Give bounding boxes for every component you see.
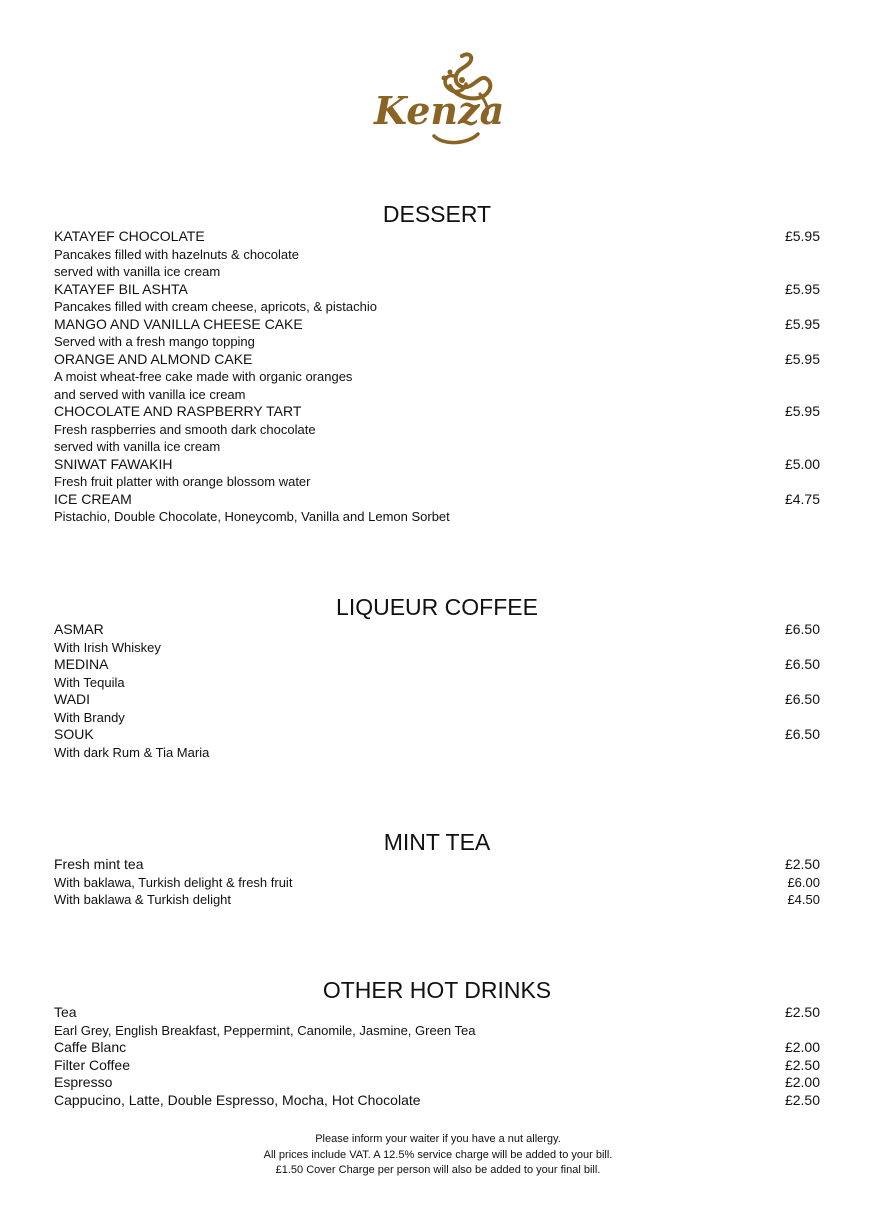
menu-item-row <box>54 891 820 909</box>
menu-item-description: A moist wheat-free cake made with organic oranges <box>54 369 353 384</box>
item-list <box>54 228 820 526</box>
menu-item-name: Caffe Blanc <box>54 1039 127 1055</box>
menu-item-row <box>54 281 820 299</box>
menu-item-row <box>54 456 820 474</box>
menu-item-row <box>54 403 820 421</box>
menu-item-description: Served with a fresh mango topping <box>54 334 255 349</box>
menu-item-name: KATAYEF BIL ASHTA <box>54 280 188 297</box>
menu-item-row <box>54 726 820 744</box>
menu-item-price: £5.95 <box>784 228 820 244</box>
menu-item-row <box>54 1092 820 1110</box>
menu-item-description: served with vanilla ice cream <box>54 439 221 454</box>
menu-item-name: SOUK <box>54 726 94 742</box>
menu-item-name: CHOCOLATE AND RASPBERRY TART <box>54 403 302 419</box>
menu-item-price: £4.75 <box>784 490 820 507</box>
menu-item-description: and served with vanilla ice cream <box>54 386 246 402</box>
kenza-logo <box>370 50 505 150</box>
other-hot-drinks-section <box>54 976 820 1109</box>
menu-item-row <box>54 1039 820 1057</box>
menu-item-price: £2.50 <box>784 856 820 872</box>
menu-item-name: MANGO AND VANILLA CHEESE CAKE <box>54 315 303 332</box>
footer-notes <box>0 1132 870 1179</box>
menu-item-price: £6.50 <box>784 621 820 637</box>
dessert-section <box>54 200 820 526</box>
menu-item-price: £6.50 <box>784 691 820 707</box>
menu-item-description: Fresh fruit platter with orange blossom water <box>54 474 311 489</box>
menu-item-row <box>54 856 820 874</box>
menu-item-price: £6.50 <box>784 656 820 672</box>
menu-item-price: £4.50 <box>787 892 820 907</box>
menu-item-description: Fresh raspberries and smooth dark chocolate <box>54 421 316 437</box>
menu-item-description: Pistachio, Double Chocolate, Honeycomb, Vanilla and Lemon Sorbet <box>54 509 450 524</box>
menu-item-row <box>54 621 820 639</box>
menu-item-row <box>54 1074 820 1092</box>
menu-item-price: £6.00 <box>787 874 820 890</box>
menu-item-price: £5.95 <box>784 403 820 419</box>
menu-item-description: With Tequila <box>54 674 125 690</box>
liqueur-coffee-section <box>54 593 820 761</box>
menu-item-name: With baklawa & Turkish delight <box>54 892 232 907</box>
menu-item-price: £5.00 <box>784 455 820 472</box>
menu-item-row <box>54 874 820 892</box>
menu-item-price: £6.50 <box>784 726 820 742</box>
section-title: OTHER HOT DRINKS <box>322 977 552 1003</box>
section-title: DESSERT <box>382 201 492 227</box>
item-list <box>54 1004 820 1109</box>
menu-item-name: ASMAR <box>54 621 104 637</box>
menu-item-price: £2.50 <box>784 1091 820 1108</box>
menu-item-description: Pancakes filled with hazelnuts & chocolate <box>54 246 299 262</box>
menu-item-row <box>54 656 820 674</box>
menu-item-name: Cappucino, Latte, Double Espresso, Mocha, Hot Chocolate <box>54 1091 421 1108</box>
menu-item-name: Filter Coffee <box>54 1056 130 1073</box>
menu-item-description: With Irish Whiskey <box>54 639 161 655</box>
menu-item-name: ORANGE AND ALMOND CAKE <box>54 350 253 367</box>
menu-item-description: served with vanilla ice cream <box>54 264 221 279</box>
menu-item-price: £5.95 <box>784 315 820 332</box>
menu-item-description: With Brandy <box>54 709 125 725</box>
menu-item-row <box>54 1057 820 1075</box>
menu-item-row <box>54 1004 820 1022</box>
menu-item-name: WADI <box>54 691 91 707</box>
menu-item-row <box>54 316 820 334</box>
nut-allergy-note: Please inform your waiter if you have a nut allergy. <box>315 1133 561 1145</box>
menu-item-price: £2.50 <box>784 1056 820 1073</box>
menu-item-name: Tea <box>54 1004 77 1020</box>
menu-item-price: £5.95 <box>784 350 820 367</box>
menu-item-row <box>54 228 820 246</box>
menu-item-name: KATAYEF CHOCOLATE <box>54 228 205 244</box>
menu-item-name: ICE CREAM <box>54 490 132 507</box>
menu-item-description: Pancakes filled with cream cheese, apricots, & pistachio <box>54 299 377 314</box>
menu-item-name: MEDINA <box>54 656 109 672</box>
menu-item-price: £2.50 <box>784 1004 820 1020</box>
menu-item-row <box>54 491 820 509</box>
item-list <box>54 621 820 761</box>
brand-name: Kenza <box>374 88 505 133</box>
item-list <box>54 856 820 909</box>
menu-item-name: Espresso <box>54 1074 113 1090</box>
menu-item-price: £2.00 <box>784 1074 820 1090</box>
menu-item-description: Earl Grey, English Breakfast, Peppermint, Canomile, Jasmine, Green Tea <box>54 1022 476 1038</box>
menu-item-price: £2.00 <box>784 1039 820 1055</box>
vat-service-note: All prices include VAT. A 12.5% service charge will be added to your bill. <box>263 1148 613 1161</box>
cover-charge-note: £1.50 Cover Charge per person will also be added to your final bill. <box>275 1164 601 1176</box>
menu-item-name: Fresh mint tea <box>54 856 144 872</box>
menu-item-description: With dark Rum & Tia Maria <box>54 744 210 760</box>
menu-item-price: £5.95 <box>784 280 820 297</box>
section-title: MINT TEA <box>383 829 491 855</box>
menu-item-name: SNIWAT FAWAKIH <box>54 455 173 472</box>
menu-item-row <box>54 691 820 709</box>
section-title: LIQUEUR COFFEE <box>336 594 538 620</box>
menu-item-row <box>54 351 820 369</box>
menu-item-name: With baklawa, Turkish delight & fresh fruit <box>54 874 293 890</box>
mint-tea-section <box>54 828 820 909</box>
